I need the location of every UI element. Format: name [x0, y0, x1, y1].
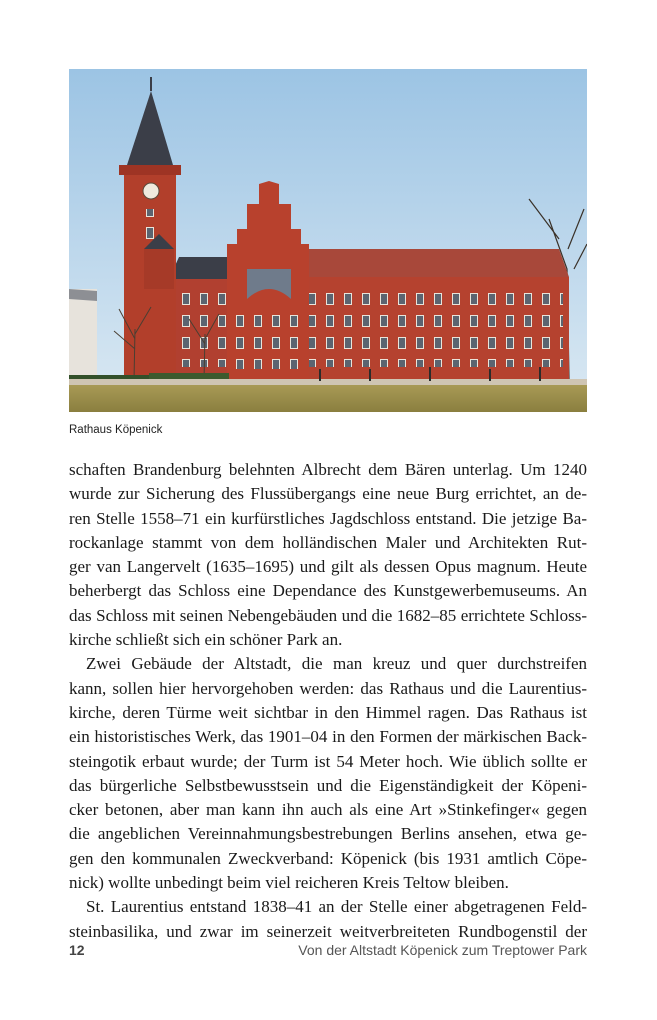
body-line: wurde zur Sicherung des Flussübergangs eine neue Burg errichtet, an de-: [69, 484, 587, 504]
figure-caption: Rathaus Köpenick: [69, 424, 163, 436]
body-line: ein historistisches Werk, das 1901–04 in den Formen der märkischen Back-: [69, 727, 587, 747]
body-line: das Schloss mit seinen Nebengebäuden und die 1682–85 errichtete Schloss-: [69, 605, 587, 625]
body-line: beherbergt das Schloss eine Dependance des Kunstgewerbemuseums. An: [69, 581, 587, 601]
body-line: kann, sollen hier hervorgehoben werden: das Rathaus und die Laurentius-: [69, 678, 587, 698]
town-hall-illustration: [69, 69, 587, 412]
body-line: steinbasilika, und zwar im seinerzeit weitverbreiteten Rundbogenstil der: [69, 921, 587, 941]
photo-rathaus-koepenick: [69, 69, 587, 412]
body-line: cker betonen, aber man kann ihn auch als eine Art »Stinkefinger« gegen: [69, 800, 587, 820]
body-line: gen den kommunalen Zweckverband: Köpenick (bis 1931 amtlich Cöpe-: [69, 848, 587, 868]
body-line: ren Stelle 1558–71 ein kurfürstliches Jagdschloss entstand. Die jetzige Ba-: [69, 508, 587, 528]
body-line: steingotik erbaut wurde; der Turm ist 54 Meter hoch. Wie üblich sollte er: [69, 751, 587, 771]
body-line: ger van Langervelt (1635–1695) und gilt als dessen Opus magnum. Heute: [69, 557, 587, 577]
body-line: kirche, deren Türme weit sichtbar in den Himmel ragen. Das Rathaus ist: [69, 702, 587, 722]
body-line: schaften Brandenburg belehnten Albrecht dem Bären unterlag. Um 1240: [69, 460, 587, 479]
body-line: St. Laurentius entstand 1838–41 an der Stelle einer abgetragenen Feld-: [86, 897, 587, 917]
body-line: das bürgerliche Selbstbewusstsein und die Eigenständigkeit der Köpeni-: [69, 775, 587, 795]
body-line: rockanlage stammt von dem holländischen Maler und Architekten Rut-: [69, 532, 587, 552]
body-line: die angeblichen Vereinnahmungsbestrebungen Berlins ansehen, etwa ge-: [69, 824, 587, 844]
running-head: Von der Altstadt Köpenick zum Treptower Park: [298, 942, 587, 958]
body-text: [69, 458, 587, 944]
body-line: nick) wollte unbedingt beim viel reicheren Kreis Teltow bleiben.: [69, 873, 509, 893]
body-line: Zwei Gebäude der Altstadt, die man kreuz und quer durchstreifen: [86, 654, 587, 674]
body-line: kirche schließt sich ein schöner Park an.: [69, 630, 343, 650]
page-number: 12: [69, 942, 85, 958]
